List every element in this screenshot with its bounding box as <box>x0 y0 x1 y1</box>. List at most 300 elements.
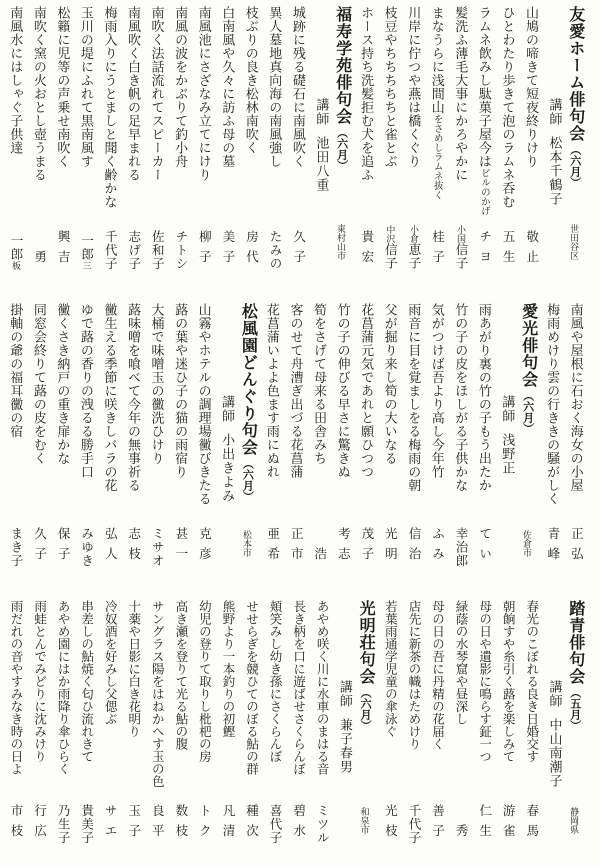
lecturer-name: 池田八重 <box>314 136 330 192</box>
poem-column <box>287 6 311 286</box>
author-name: 興吉 <box>56 230 71 270</box>
lecturer-name: 小出きよみ <box>220 433 236 503</box>
author-name: 五生 <box>501 230 516 270</box>
poem-column <box>98 303 122 583</box>
poem-text: 長き柄を口に遊ばせさくらんぼ <box>291 600 306 775</box>
poem-column <box>122 303 146 583</box>
poem-text: 竹の子の皮をほしがる子供かな <box>453 303 469 492</box>
author-name: たみの <box>268 229 283 270</box>
poem-text: 黴生える季節に咲きしバラの花 <box>102 303 118 492</box>
section-lecturer <box>548 600 561 788</box>
poem-column <box>331 303 355 583</box>
author-name: 久子 <box>291 230 306 270</box>
poem-text: 大桶で味噌玉の黴洗ひけり <box>149 303 165 465</box>
section-location: 佐倉市 <box>522 530 533 557</box>
poem-author <box>80 527 93 584</box>
poem-column <box>520 600 544 860</box>
poem-column <box>75 6 99 286</box>
poem-text: 蕗味噌を喰べて今年の無事祈る <box>126 303 141 492</box>
poem-text: 梅雨入りにうとましと聞く齢かな <box>102 6 118 209</box>
poem-column <box>122 6 146 286</box>
poem-text: 父が掘り来し筍の大いなる <box>382 303 398 465</box>
section-title <box>567 600 583 731</box>
author-name: 喜代子 <box>268 803 283 844</box>
author-name: 幸治郎 <box>454 526 469 567</box>
poem-column <box>98 600 122 860</box>
author-name: まき子 <box>9 526 24 567</box>
author-name: 一郎 <box>9 234 24 261</box>
poem-text: 雨音に目を覚ましをる梅雨の朝 <box>406 303 422 492</box>
author-name: 千代子 <box>103 229 118 270</box>
section-title <box>239 303 255 502</box>
author-name: 碧水 <box>291 804 306 844</box>
author-name: 乃生子 <box>56 803 71 844</box>
poem-column <box>216 600 240 860</box>
poem-column <box>51 600 75 860</box>
poem-text: 南風や屋根に石おく海女の小屋 <box>568 303 584 492</box>
poem-column <box>169 600 193 860</box>
section-header <box>310 6 355 286</box>
section-location: 和泉市 <box>359 807 370 834</box>
poem-text: 髪洗ふ薄毛大事にかろやかに <box>453 6 469 182</box>
poem-author <box>478 230 491 286</box>
section-title <box>567 6 583 188</box>
poem-text: 幼児の登りて取りし枇杷の房 <box>197 600 212 763</box>
author-name: てい <box>477 527 492 567</box>
poem-text: 南風吹く白き帆の足早まれる <box>126 6 141 182</box>
poem-author <box>127 527 140 583</box>
poem-column <box>51 6 75 286</box>
poem-column <box>449 6 473 286</box>
poem-author <box>221 804 234 860</box>
poem-author <box>292 804 305 860</box>
poem-column <box>4 600 28 860</box>
poem-column <box>98 6 122 286</box>
poem-column <box>284 303 308 583</box>
poem-author <box>384 804 397 860</box>
section-title-text: 光明荘句会 <box>357 600 375 685</box>
band-2 <box>4 303 588 583</box>
author-name: 信治 <box>406 527 421 567</box>
poem-column <box>402 6 426 286</box>
poem-text-small: をさめしラムネ抜く <box>431 114 442 200</box>
poem-author <box>127 230 140 287</box>
author-name: 柳子 <box>197 230 212 270</box>
poem-text: 店先に新茶の幟はためけり <box>406 600 421 750</box>
poem-text: 朝餉すや糸引く蕗を楽しみて <box>501 600 516 763</box>
section-title-text: 愛光俳句会 <box>519 303 537 388</box>
poem-text: ゆで蕗の香りの洩るる勝手口 <box>78 303 94 479</box>
band-1 <box>4 6 588 286</box>
poem-column <box>192 6 216 286</box>
author-name: 秀 <box>454 824 469 844</box>
poem-author <box>455 225 468 286</box>
author-name: 亜希 <box>265 527 280 567</box>
poem-column <box>541 303 565 583</box>
poem-author <box>198 804 211 860</box>
lecturer-label: 講師 <box>220 395 236 423</box>
section-lecturer <box>339 600 352 774</box>
author-name: 行広 <box>32 804 47 844</box>
author-name: 玉子 <box>126 804 141 844</box>
poem-text: あやめ咲く川に水車のまはる音 <box>315 600 330 775</box>
poem-text: ひとわたり歩きて泡のラムネ呑む <box>500 6 516 209</box>
poem-text: 城跡に残る礎石に南風吹く <box>290 6 306 168</box>
poem-text: ラムネ飲みし駄菓子屋今はビルのかげ <box>476 6 492 216</box>
poem-text: 蕗の葉や迷ひ子の猫の雨宿り <box>173 303 189 479</box>
section-month: （六月） <box>359 687 372 731</box>
section-title <box>520 303 536 434</box>
author-name: 勇 <box>32 250 47 270</box>
author-name: 佐和子 <box>150 229 165 270</box>
poem-author <box>245 804 258 860</box>
poem-column <box>28 303 52 583</box>
author-name: 一郎 <box>79 234 94 261</box>
poem-column <box>263 600 287 860</box>
poem-text: 竹の子の伸びる早さに驚きぬ <box>335 303 351 479</box>
section-location: 東村山市 <box>336 224 347 260</box>
section-month: （六月） <box>521 390 534 434</box>
author-name: 千代子 <box>406 803 421 844</box>
author-name: 志げ子 <box>126 229 141 270</box>
section-header <box>543 600 588 860</box>
poem-text: 南風水にはしゃぐ子供達 <box>8 6 24 155</box>
poem-text: 客のせて舟漕ぎ出づる花菖蒲 <box>288 303 304 479</box>
poem-column <box>496 600 520 860</box>
author-name: みゆき <box>79 526 94 567</box>
poem-column <box>28 6 52 286</box>
poem-text: 山鳩の啼きて短夜終りけり <box>523 6 539 168</box>
poem-author <box>337 527 350 583</box>
poem-text: 春光のこぼれる良き日婚交す <box>524 600 539 763</box>
poem-author <box>455 824 468 860</box>
poem-text: ホース持ち洗髪拒む犬を追ふ <box>359 6 375 182</box>
poem-author <box>151 527 164 584</box>
poem-author <box>316 804 329 861</box>
poem-author <box>221 230 234 286</box>
poem-author <box>10 804 23 860</box>
poem-column <box>310 600 334 860</box>
author-prefix: 小国 <box>456 225 467 243</box>
band-3 <box>4 600 588 860</box>
author-suffix: 三 <box>81 261 92 270</box>
poem-text: 花菖蒲元気であれと願ひつつ <box>359 303 375 479</box>
poem-column <box>520 6 544 286</box>
poem-author <box>292 230 305 286</box>
poem-text: 白南風や久々に訪ふ母の墓 <box>220 6 236 168</box>
poem-text: 若葉雨通学児童の傘泳ぐ <box>383 600 398 738</box>
poem-author <box>431 527 444 583</box>
poem-author <box>407 804 420 861</box>
poem-text: 十薬や日影に白き花明り <box>126 600 141 738</box>
poem-author <box>174 527 187 583</box>
poem-column <box>4 6 28 286</box>
poem-text: 冷奴酒を好みし父偲ぶ <box>103 600 118 725</box>
poem-author <box>198 230 211 286</box>
poem-author <box>269 230 282 287</box>
author-name: 信子 <box>383 243 398 270</box>
poem-column <box>425 600 449 860</box>
lecturer-name: 松本千鶴子 <box>547 136 563 206</box>
poem-text: 山霧やホテルの調理場黴びきたる <box>196 303 212 506</box>
poem-column <box>287 600 311 860</box>
poem-column <box>496 6 520 286</box>
lecturer-name: 浅野正 <box>500 433 516 475</box>
section-title <box>357 600 373 731</box>
poem-text: 花菖蒲いよよ色ます雨にぬれ <box>264 303 280 479</box>
section-month: （六月） <box>241 458 254 502</box>
poem-column <box>378 6 402 286</box>
lecturer-name: 中山南潮子 <box>547 718 563 788</box>
poem-author <box>431 230 444 286</box>
poem-author <box>104 527 117 583</box>
poem-column <box>216 6 240 286</box>
poem-author <box>33 250 46 286</box>
author-name: 貴宏 <box>359 230 374 270</box>
poem-author <box>455 527 468 584</box>
poem-author <box>104 230 117 287</box>
lecturer-label: 講師 <box>337 680 353 708</box>
poem-author <box>360 527 373 583</box>
poem-author <box>80 804 93 861</box>
poem-author <box>266 527 279 583</box>
poem-column <box>145 6 169 286</box>
section-location: 静岡県 <box>569 807 580 834</box>
lecturer-label: 講師 <box>500 395 516 423</box>
author-name: 茂子 <box>359 527 374 567</box>
author-prefix: 中沢 <box>385 225 396 243</box>
section-month: （五月） <box>568 687 581 731</box>
poem-column <box>449 600 473 860</box>
author-name: 敬止 <box>524 230 539 270</box>
author-prefix: 小倉 <box>408 225 419 243</box>
poem-author <box>313 547 326 583</box>
poem-column <box>261 303 285 583</box>
author-name: 数枝 <box>173 804 188 844</box>
poem-text: 南吹く窯の火おとし壺うまる <box>31 6 47 182</box>
poem-text: 高き瀬を登りて光る鮎の腹 <box>173 600 188 750</box>
poem-text: あやめ園にはか雨降り傘ひらく <box>56 600 71 775</box>
poem-author <box>10 527 23 584</box>
poem-column <box>192 600 216 860</box>
poem-text: まなうらに浅間山をさめしラムネ抜く <box>429 6 445 200</box>
author-suffix: 板 <box>11 261 22 270</box>
poem-text: 串差しの鮎焼く匂ひ流れきて <box>79 600 94 763</box>
poem-column <box>425 303 449 583</box>
section-header <box>216 303 261 583</box>
poem-author <box>57 527 70 583</box>
author-name: 房代 <box>244 230 259 270</box>
poem-author <box>525 804 538 860</box>
poem-column <box>192 303 216 583</box>
poem-author <box>478 804 491 860</box>
section-month: （六月） <box>335 127 348 171</box>
author-name: 恵子 <box>406 243 421 270</box>
section-title <box>334 6 350 171</box>
poem-author <box>174 804 187 860</box>
poem-column <box>378 303 402 583</box>
author-name: 桂子 <box>430 230 445 270</box>
poem-author <box>407 225 420 286</box>
poem-author <box>360 230 373 286</box>
poem-author <box>151 230 164 287</box>
poem-column <box>145 303 169 583</box>
poem-text: 気がつけば吾より高し今年竹 <box>429 303 445 479</box>
author-name: 正市 <box>289 527 304 567</box>
poem-column <box>75 303 99 583</box>
poem-author <box>10 234 23 286</box>
author-name: 游雀 <box>501 804 516 844</box>
poem-column <box>425 6 449 286</box>
poem-author <box>198 527 211 583</box>
author-name: 考志 <box>336 527 351 567</box>
poem-column <box>449 303 473 583</box>
poem-column <box>75 600 99 860</box>
poem-author <box>127 804 140 860</box>
lecturer-label: 講師 <box>314 98 330 126</box>
author-name: ミサオ <box>150 526 165 567</box>
section-lecturer <box>221 303 234 503</box>
poem-text: 川岸に佇つや燕は橋くぐり <box>406 6 422 168</box>
poem-column <box>4 303 28 583</box>
poem-text: 梅雨めけり雲の行ききの騒がしく <box>545 303 561 506</box>
poem-column <box>169 303 193 583</box>
poem-author <box>502 230 515 286</box>
section-header <box>334 600 379 860</box>
lecturer-label: 講師 <box>547 680 563 708</box>
author-name: ミツル <box>315 803 330 844</box>
poem-text: 雨だれの音やすみなき時の日よ <box>9 600 24 775</box>
poem-text-small: ビルのかげ <box>478 168 489 216</box>
poem-text: 松籟に児等の声乗せ南吹く <box>55 6 71 168</box>
poem-column <box>28 600 52 860</box>
poem-text: 熊野より一本釣りの初鰹 <box>220 600 235 738</box>
poem-column <box>402 600 426 860</box>
section-location: 世田谷区 <box>569 224 580 260</box>
poem-column <box>355 6 379 286</box>
poem-text: 異人墓地真向海の南風強し <box>267 6 283 168</box>
poem-author <box>33 527 46 583</box>
poem-author <box>151 804 164 860</box>
author-name: 光明 <box>383 527 398 567</box>
poem-author <box>431 804 444 860</box>
section-title-text: 福寿学苑俳句会 <box>333 6 351 125</box>
poem-text: 枝ぶりの良き松林南吹く <box>243 6 259 155</box>
poem-text: 南吹く法話流れてスピーカー <box>149 6 165 182</box>
poem-column <box>122 600 146 860</box>
section-location: 松本市 <box>241 530 252 557</box>
section-title-text: 踏青俳句会 <box>566 600 584 685</box>
lecturer-label: 講師 <box>547 98 563 126</box>
poem-text: 南風池にさざなみ立てにけり <box>196 6 212 182</box>
author-name: 信子 <box>454 243 469 270</box>
poem-author <box>546 527 559 583</box>
poem-column <box>51 303 75 583</box>
section-header <box>496 303 541 583</box>
poem-column <box>355 303 379 583</box>
author-name: 春馬 <box>524 804 539 844</box>
author-name: 久子 <box>32 527 47 567</box>
poem-author <box>502 804 515 860</box>
author-name: チトシ <box>173 229 188 270</box>
poem-author <box>290 527 303 583</box>
author-name: 貴美子 <box>79 803 94 844</box>
poem-text: 枝豆やちちちちちと雀とぶ <box>382 6 398 168</box>
poem-text: 母の日や遺影に鳴らす鉦一つ <box>477 600 492 763</box>
poem-column <box>263 6 287 286</box>
poem-author <box>174 230 187 287</box>
author-name: 仁生 <box>477 804 492 844</box>
poem-author <box>104 804 117 860</box>
poem-column <box>308 303 332 583</box>
poem-column <box>378 600 402 860</box>
section-lecturer <box>315 6 328 192</box>
poem-author <box>269 804 282 861</box>
author-name: チヨ <box>477 230 492 270</box>
poem-author <box>525 230 538 286</box>
poem-text: 掛軸の爺の福耳黴の宿 <box>8 303 24 438</box>
author-name: 甚一 <box>173 527 188 567</box>
author-name: 志枝 <box>126 527 141 567</box>
poem-text: 雨あがり裏の竹の子もう出たか <box>476 303 492 492</box>
poem-column <box>564 303 588 583</box>
poem-text: 雨蛙とんでみどりに沈みけり <box>32 600 47 763</box>
section-header <box>543 6 588 286</box>
author-name: サエ <box>103 804 118 844</box>
poem-column <box>239 6 263 286</box>
author-name: 青峰 <box>545 527 560 567</box>
poem-text: 同窓会終りて蕗の皮をむく <box>31 303 47 465</box>
poem-author <box>407 527 420 583</box>
author-name: 凡清 <box>220 804 235 844</box>
poem-column <box>239 600 263 860</box>
poem-author <box>570 527 583 583</box>
poem-author <box>80 234 93 286</box>
poem-author <box>245 230 258 286</box>
author-name: 美子 <box>220 230 235 270</box>
poem-text: 母の日の吾に丹精の花届く <box>430 600 445 750</box>
poem-author <box>33 804 46 860</box>
lecturer-name: 兼子春男 <box>337 718 353 774</box>
author-name: 克彦 <box>197 527 212 567</box>
author-name: 種次 <box>244 804 259 844</box>
poem-author <box>57 230 70 286</box>
author-name: 浩 <box>312 547 327 567</box>
author-name: 市枝 <box>9 804 24 844</box>
poem-column <box>402 303 426 583</box>
poem-text: 南風の波をかぶりて釣小舟 <box>173 6 189 168</box>
poem-text: サングラス陽をはねかへす玉の色 <box>150 600 165 788</box>
poem-column <box>473 6 497 286</box>
poem-text: 玉川の堤にふれて黒南風す <box>78 6 94 168</box>
section-month: （六月） <box>568 144 581 188</box>
poem-text: 筍をさげて母来る田舎みち <box>312 303 328 465</box>
poem-text: せせらぎを競ひてのぼる鮎の群 <box>244 600 259 775</box>
section-lecturer <box>501 303 514 475</box>
section-title-text: 友愛ホーム俳句会 <box>566 6 584 142</box>
section-title-text: 松風園どんぐり句会 <box>239 303 257 456</box>
author-name: トク <box>197 804 212 844</box>
poem-author <box>384 527 397 583</box>
poem-author <box>384 225 397 286</box>
poem-column <box>473 303 497 583</box>
poem-column <box>145 600 169 860</box>
poem-author <box>57 804 70 861</box>
author-name: ふみ <box>430 527 445 567</box>
author-name: 保子 <box>56 527 71 567</box>
poem-text: 黴くさき納戸の重き扉かな <box>55 303 71 465</box>
author-name: 弘人 <box>103 527 118 567</box>
